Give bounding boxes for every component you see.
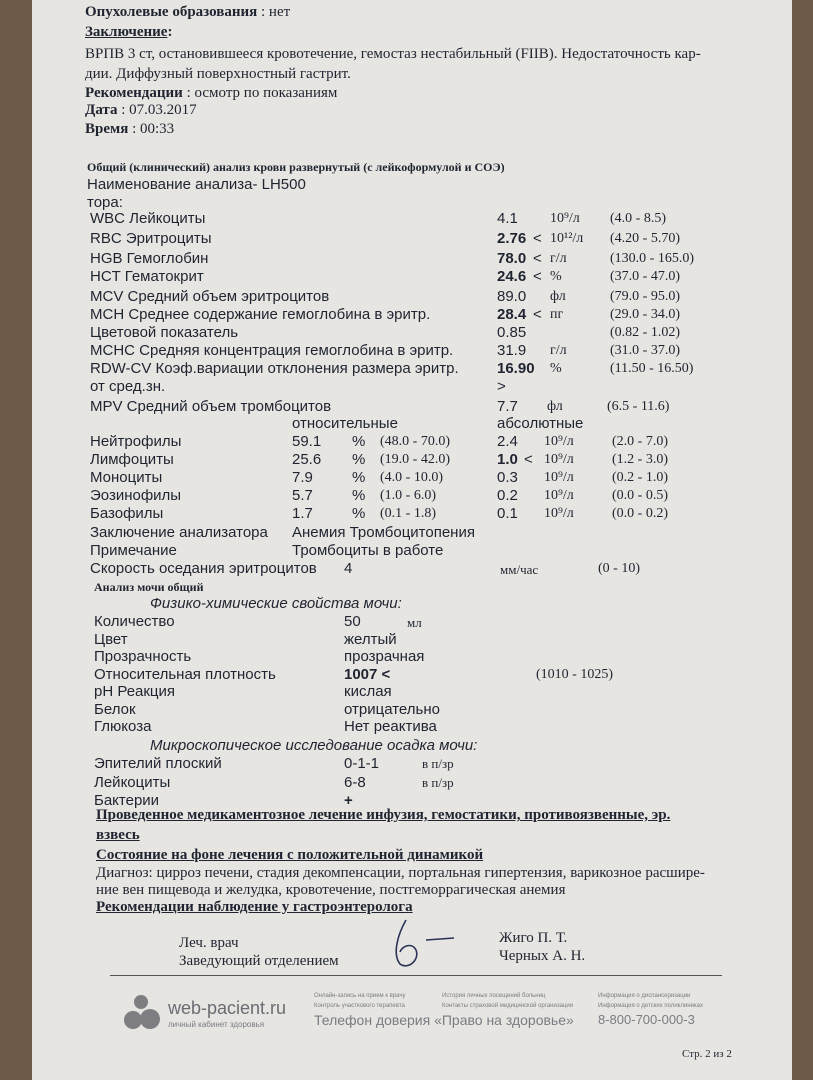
diff-row-flag: < [524,451,533,468]
footer-service-item: Контакты страховой медицинской организации [442,1003,574,1009]
document-page [32,0,792,1080]
diff-row-name: Эозинофилы [90,487,182,504]
diff-row-rel-range: (4.0 - 10.0) [380,470,443,485]
diff-row-percent: % [352,469,366,486]
blood-row-name: RBC Эритроциты [90,230,212,247]
note-label: Примечание [90,542,177,559]
diagnosis-line-2: ние вен пищевода и желудка, кровотечение, постгеморрагическая анемия [96,882,566,898]
analyzer-conclusion-label: Заключение анализатора [90,524,268,541]
urine-row-value: отрицательно [344,700,440,718]
tumors-label: Опухолевые образования [85,4,258,20]
urine-row-value: 50 [344,613,361,630]
micro-row-value: 6-8 [344,773,366,791]
blood-row-range: (4.20 - 5.70) [610,231,680,246]
urine-row-value: прозрачная [344,648,425,665]
doctor-label: Леч. врач [179,935,239,951]
analyzer-line: Наименование анализа- LH500 [87,176,306,193]
blood-row-value: 24.6 [497,268,527,285]
diff-row-relative: 25.6 [292,451,322,468]
micro-row-name: Эпителий плоский [94,755,222,772]
relative-header: относительные [292,415,398,432]
urine-row-name: Прозрачность [94,648,192,665]
footer-service-item: Онлайн-запись на прием к врачу [314,993,406,999]
urine-row-name: Количество [94,613,175,630]
diff-row-percent: % [352,505,366,522]
recommendation-value: : осмотр по показаниям [186,85,338,101]
blood-row-range: (31.0 - 37.0) [610,343,680,358]
tumors-line [85,4,290,21]
blood-row-range: (11.50 - 16.50) [610,361,694,376]
diff-row-name: Лимфоциты [90,451,174,468]
tora-line: тора: [87,194,123,211]
state-line: Состояние на фоне лечения с положительной динамикой [96,847,484,863]
urine-row-value: 1007 < [344,665,391,683]
urine-row-name: Глюкоза [94,718,152,735]
diff-row-unit: 10⁹/л [544,470,574,485]
diff-row-abs-range: (0.0 - 0.5) [612,488,668,503]
micro-row-unit: в п/зр [422,756,454,771]
blood-row-name: MCV Средний объем эритроцитов [90,288,330,305]
footer-service-item: История личных посещений больниц [442,993,546,999]
head-label: Заведующий отделением [179,953,339,969]
diff-row-percent: % [352,451,366,468]
blood-row-flag: < [533,306,542,323]
blood-row-range: (0.82 - 1.02) [610,325,680,340]
conclusion-colon: : [167,24,173,40]
footer-service-item: Контроль участкового терапевта [314,1003,405,1009]
mpv-value: 7.7 [497,398,518,415]
urine-row-value: желтый [344,630,397,648]
blood-row-range: (29.0 - 34.0) [610,307,680,322]
rdw-flag: > [497,378,506,395]
micro-row-name: Бактерии [94,792,160,809]
micro-row-value: 0-1-1 [344,755,380,772]
blood-row-unit: 10¹²/л [550,231,584,246]
blood-row-name: MCH Среднее содержание гемоглобина в эритр. [90,306,431,323]
hotline-label: Телефон доверия «Право на здоровье» [314,1012,574,1028]
mpv-range: (6.5 - 11.6) [607,399,670,414]
urine-row-name: Белок [94,700,136,718]
diff-row-rel-range: (48.0 - 70.0) [380,434,450,449]
time-line [85,121,174,138]
treatment-line-2: взвесь [96,827,140,843]
web-pacient-logo [124,995,160,1031]
diff-row-name: Нейтрофилы [90,433,182,450]
blood-row-unit: г/л [550,343,567,358]
blood-row-flag: < [533,250,542,267]
blood-row-name: WBC Лейкоциты [90,210,206,227]
footer-service-item: Информация о детских поликлиниках [598,1003,703,1009]
diff-row-relative: 59.1 [292,433,322,450]
hotline-number: 8-800-700-000-3 [598,1012,695,1027]
diff-row-abs-range: (1.2 - 3.0) [612,452,668,467]
conclusion-label: Заключение [85,24,168,40]
blood-row-range: (130.0 - 165.0) [610,251,694,266]
diff-row-absolute: 2.4 [497,433,518,450]
urine-row-range: (1010 - 1025) [536,666,613,682]
rdw-cont: от сред.зн. [90,378,166,395]
time-label: Время [85,121,129,137]
urine-row-name: Относительная плотность [94,665,276,683]
diff-row-absolute: 0.2 [497,487,518,504]
blood-row-flag: < [533,230,542,247]
blood-row-unit: % [550,269,562,284]
urine-row-unit: мл [407,615,422,630]
esr-value: 4 [344,560,353,577]
diff-row-abs-range: (0.0 - 0.2) [612,506,668,521]
diff-row-percent: % [352,433,366,450]
handwritten-signature [362,912,472,972]
absolute-header: абсолютные [497,415,584,432]
head-name: Черных А. Н. [499,948,586,964]
blood-row-value: 0.85 [497,324,527,341]
blood-row-value: 78.0 [497,250,527,267]
conclusion-text-1: ВРПВ 3 ст, остановившееся кровотечение, гемостаз нестабильный (FIIB). Недостаточность кар- [85,46,701,62]
blood-row-name: RDW-CV Коэф.вариации отклонения размера эритр. [90,360,459,377]
footer-brand: web-pacient.ru [168,998,287,1018]
esr-label: Скорость оседания эритроцитов [90,560,317,577]
micro-title: Микроскопическое исследование осадка мочи: [150,737,478,754]
analyzer-conclusion-value: Анемия Тромбоцитопения [292,524,475,541]
diff-row-rel-range: (1.0 - 6.0) [380,488,436,503]
esr-unit: мм/час [500,562,539,577]
mpv-name: MPV Средний объем тромбоцитов [90,398,332,415]
blood-row-value: 2.76 [497,230,527,247]
diff-row-rel-range: (19.0 - 42.0) [380,452,450,467]
micro-row-name: Лейкоциты [94,773,171,791]
blood-row-name: HGB Гемоглобин [90,250,209,267]
urine-row-value: Нет реактива [344,718,437,735]
blood-row-unit: пг [550,307,564,322]
diff-row-unit: 10⁹/л [544,488,574,503]
conclusion-text-2: дии. Диффузный поверхностный гастрит. [85,66,351,82]
diff-row-rel-range: (0.1 - 1.8) [380,506,436,521]
blood-row-value: 28.4 [497,306,527,323]
esr-range: (0 - 10) [598,561,640,576]
footer-divider [110,975,722,976]
urine-row-value: кислая [344,683,392,700]
micro-row-value: + [344,792,353,809]
footer-service-item: Информация о диспансеризации [598,993,691,999]
blood-row-value: 89.0 [497,288,527,305]
note-value: Тромбоциты в работе [292,542,444,559]
physchem-title: Физико-химические свойства мочи: [150,595,402,612]
treatment-line-1: Проведенное медикаментозное лечение инфузия, гемостатики, противоязвенные, эр. [96,807,671,823]
diff-row-unit: 10⁹/л [544,452,574,467]
blood-row-unit: г/л [550,251,567,266]
diff-row-relative: 5.7 [292,487,313,504]
date-line [85,102,197,119]
blood-row-range: (4.0 - 8.5) [610,211,666,226]
recommendation-line [85,85,337,102]
blood-row-name: Цветовой показатель [90,324,239,341]
diff-row-unit: 10⁹/л [544,506,574,521]
mpv-unit: фл [547,399,563,414]
urine-row-name: pH Реакция [94,683,176,700]
footer-brand-sub: личный кабинет здоровья [168,1020,265,1029]
recommendation-final: Рекомендации наблюдение у гастроэнтеролога [96,899,413,915]
time-value: : 00:33 [132,121,175,137]
diff-row-abs-range: (2.0 - 7.0) [612,434,668,449]
blood-test-title: Общий (клинический) анализ крови развернутый (с лейкоформулой и СОЭ) [87,160,505,174]
diff-row-name: Базофилы [90,505,164,522]
conclusion-heading [85,24,172,41]
date-value: : 07.03.2017 [121,102,197,118]
recommendation-label: Рекомендации [85,85,183,101]
diff-row-absolute: 0.1 [497,505,518,522]
blood-row-unit: % [550,361,562,376]
diff-row-percent: % [352,487,366,504]
diff-row-absolute: 0.3 [497,469,518,486]
date-label: Дата [85,102,118,118]
blood-row-unit: 10⁹/л [550,211,580,226]
diff-row-absolute: 1.0 [497,451,518,468]
blood-row-name: HCT Гематокрит [90,268,204,285]
blood-row-value: 4.1 [497,210,518,227]
blood-row-name: MCHC Средняя концентрация гемоглобина в эритр. [90,342,454,359]
blood-row-flag: < [533,268,542,285]
blood-row-value: 31.9 [497,342,527,359]
blood-row-range: (79.0 - 95.0) [610,289,680,304]
urine-row-name: Цвет [94,630,128,648]
tumors-value: : нет [261,4,291,20]
blood-row-range: (37.0 - 47.0) [610,269,680,284]
blood-row-value: 16.90 [497,360,535,377]
diagnosis-line-1: Диагноз: цирроз печени, стадия декомпенсации, портальная гипертензия, варикозное расшире- [96,865,705,881]
diff-row-abs-range: (0.2 - 1.0) [612,470,668,485]
micro-row-unit: в п/зр [422,774,454,790]
diff-row-name: Моноциты [90,469,163,486]
urine-title: Анализ мочи общий [94,580,204,594]
diff-row-relative: 7.9 [292,469,313,486]
diff-row-unit: 10⁹/л [544,434,574,449]
blood-row-unit: фл [550,289,566,304]
doctor-name: Жиго П. Т. [499,930,568,946]
page-number: Стр. 2 из 2 [682,1048,732,1060]
diff-row-relative: 1.7 [292,505,313,522]
